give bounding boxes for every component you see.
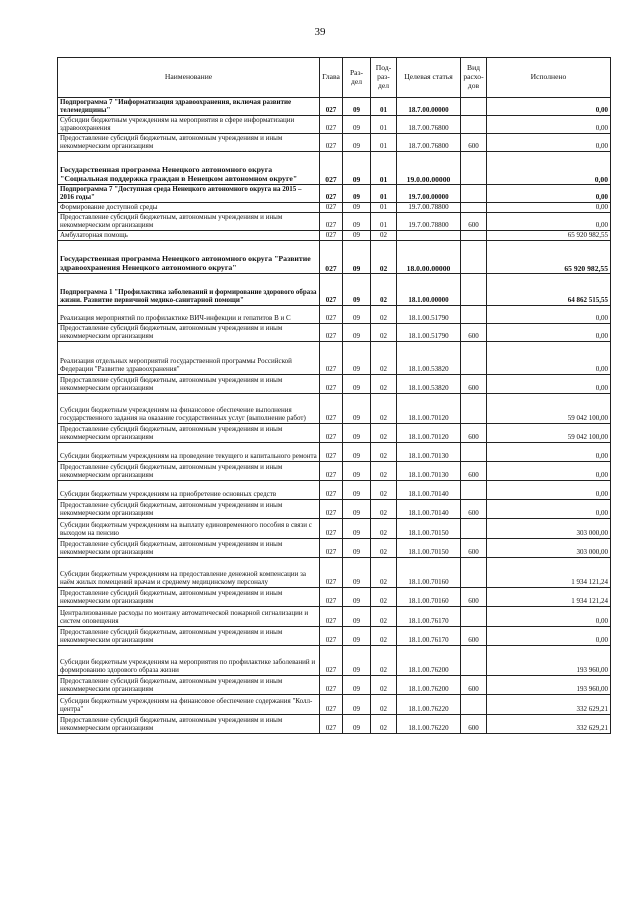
header-expense-type: Вид расхо- дов bbox=[461, 58, 487, 98]
table-row bbox=[58, 424, 611, 443]
cell-subsection: 02 bbox=[371, 646, 397, 676]
cell-expense-type: 600 bbox=[461, 424, 487, 443]
cell-subsection: 02 bbox=[371, 394, 397, 424]
cell-chapter: 027 bbox=[320, 213, 343, 231]
cell-amount: 1 934 121,24 bbox=[487, 558, 611, 588]
cell-target: 18.1.00.76170 bbox=[397, 627, 461, 646]
cell-chapter: 027 bbox=[320, 394, 343, 424]
cell-expense-type bbox=[461, 116, 487, 134]
cell-section: 09 bbox=[343, 519, 371, 539]
cell-subsection: 02 bbox=[371, 424, 397, 443]
cell-subsection: 01 bbox=[371, 213, 397, 231]
cell-chapter: 027 bbox=[320, 134, 343, 152]
cell-expense-type bbox=[461, 185, 487, 203]
cell-name: Предоставление субсидий бюджетным, автономным учреждениям и иным некоммерческим организациям bbox=[58, 424, 320, 443]
cell-amount: 0,00 bbox=[487, 462, 611, 481]
cell-section: 09 bbox=[343, 306, 371, 324]
table-row bbox=[58, 134, 611, 152]
cell-section: 09 bbox=[343, 213, 371, 231]
table-row bbox=[58, 231, 611, 241]
cell-expense-type bbox=[461, 646, 487, 676]
cell-section: 09 bbox=[343, 539, 371, 558]
cell-amount: 0,00 bbox=[487, 342, 611, 375]
cell-chapter: 027 bbox=[320, 274, 343, 306]
cell-amount: 0,00 bbox=[487, 306, 611, 324]
table-row bbox=[58, 695, 611, 715]
table-row bbox=[58, 588, 611, 607]
cell-subsection: 02 bbox=[371, 324, 397, 342]
cell-subsection: 02 bbox=[371, 519, 397, 539]
cell-expense-type bbox=[461, 98, 487, 116]
cell-target: 19.0.00.00000 bbox=[397, 152, 461, 185]
cell-chapter: 027 bbox=[320, 241, 343, 274]
cell-name: Формирование доступной среды bbox=[58, 203, 320, 213]
cell-subsection: 01 bbox=[371, 116, 397, 134]
cell-chapter: 027 bbox=[320, 588, 343, 607]
cell-amount: 65 920 982,55 bbox=[487, 241, 611, 274]
cell-amount: 0,00 bbox=[487, 98, 611, 116]
cell-chapter: 027 bbox=[320, 607, 343, 627]
cell-expense-type bbox=[461, 306, 487, 324]
table-row bbox=[58, 203, 611, 213]
cell-expense-type bbox=[461, 274, 487, 306]
table-row bbox=[58, 519, 611, 539]
cell-name: Реализация отдельных мероприятий государственной программы Российской Федерации "Развитие здравоохранения" bbox=[58, 342, 320, 375]
cell-chapter: 027 bbox=[320, 481, 343, 500]
cell-subsection: 02 bbox=[371, 443, 397, 462]
cell-name: Предоставление субсидий бюджетным, автономным учреждениям и иным некоммерческим организациям bbox=[58, 375, 320, 394]
cell-name: Предоставление субсидий бюджетным, автономным учреждениям и иным некоммерческим организациям bbox=[58, 627, 320, 646]
cell-chapter: 027 bbox=[320, 375, 343, 394]
cell-name: Субсидии бюджетным учреждениям на выплату единовременного пособия в связи с выходом на пенсию bbox=[58, 519, 320, 539]
cell-amount: 0,00 bbox=[487, 627, 611, 646]
cell-target: 18.1.00.70150 bbox=[397, 539, 461, 558]
cell-section: 09 bbox=[343, 342, 371, 375]
cell-subsection: 01 bbox=[371, 98, 397, 116]
cell-chapter: 027 bbox=[320, 676, 343, 695]
cell-name: Субсидии бюджетным учреждениям на предоставление денежной компенсации за наём жилых помещений врачам и среднему медицинскому персоналу bbox=[58, 558, 320, 588]
cell-section: 09 bbox=[343, 715, 371, 734]
cell-amount: 193 960,00 bbox=[487, 646, 611, 676]
cell-target: 18.1.00.51790 bbox=[397, 306, 461, 324]
cell-target: 18.7.00.76800 bbox=[397, 116, 461, 134]
cell-section: 09 bbox=[343, 500, 371, 519]
table-row bbox=[58, 394, 611, 424]
cell-section: 09 bbox=[343, 375, 371, 394]
cell-amount: 0,00 bbox=[487, 443, 611, 462]
cell-name: Предоставление субсидий бюджетным, автономным учреждениям и иным некоммерческим организациям bbox=[58, 134, 320, 152]
cell-amount: 65 920 982,55 bbox=[487, 231, 611, 241]
cell-section: 09 bbox=[343, 324, 371, 342]
cell-name: Субсидии бюджетным учреждениям на финансовое обеспечение содержания "Колл-центра" bbox=[58, 695, 320, 715]
cell-target bbox=[397, 231, 461, 241]
cell-expense-type bbox=[461, 695, 487, 715]
cell-expense-type: 600 bbox=[461, 500, 487, 519]
cell-name: Реализация мероприятий по профилактике ВИЧ-инфекции и гепатитов В и С bbox=[58, 306, 320, 324]
cell-amount: 0,00 bbox=[487, 116, 611, 134]
cell-section: 09 bbox=[343, 134, 371, 152]
cell-target: 18.1.00.70140 bbox=[397, 481, 461, 500]
cell-subsection: 01 bbox=[371, 134, 397, 152]
cell-section: 09 bbox=[343, 152, 371, 185]
cell-chapter: 027 bbox=[320, 539, 343, 558]
cell-target: 18.1.00.70140 bbox=[397, 500, 461, 519]
cell-chapter: 027 bbox=[320, 462, 343, 481]
cell-amount: 332 629,21 bbox=[487, 715, 611, 734]
cell-target: 18.1.00.00000 bbox=[397, 274, 461, 306]
cell-subsection: 02 bbox=[371, 715, 397, 734]
cell-name: Амбулаторная помощь bbox=[58, 231, 320, 241]
cell-expense-type: 600 bbox=[461, 375, 487, 394]
cell-chapter: 027 bbox=[320, 646, 343, 676]
table-row bbox=[58, 500, 611, 519]
cell-subsection: 02 bbox=[371, 342, 397, 375]
cell-subsection: 02 bbox=[371, 695, 397, 715]
cell-chapter: 027 bbox=[320, 152, 343, 185]
cell-target: 18.1.00.70160 bbox=[397, 558, 461, 588]
table-row bbox=[58, 213, 611, 231]
cell-name: Подпрограмма 7 "Доступная среда Ненецкого автономного округа на 2015 – 2016 годы" bbox=[58, 185, 320, 203]
cell-target: 18.1.00.76200 bbox=[397, 676, 461, 695]
cell-target: 18.7.00.76800 bbox=[397, 134, 461, 152]
cell-chapter: 027 bbox=[320, 185, 343, 203]
cell-target: 18.1.00.53820 bbox=[397, 375, 461, 394]
table-row bbox=[58, 627, 611, 646]
cell-expense-type bbox=[461, 607, 487, 627]
table-row bbox=[58, 274, 611, 306]
cell-section: 09 bbox=[343, 394, 371, 424]
cell-subsection: 02 bbox=[371, 241, 397, 274]
cell-amount: 0,00 bbox=[487, 481, 611, 500]
cell-subsection: 02 bbox=[371, 375, 397, 394]
cell-section: 09 bbox=[343, 98, 371, 116]
cell-target: 18.1.00.70130 bbox=[397, 443, 461, 462]
cell-amount: 193 960,00 bbox=[487, 676, 611, 695]
cell-name: Субсидии бюджетным учреждениям на проведение текущего и капитального ремонта bbox=[58, 443, 320, 462]
cell-section: 09 bbox=[343, 558, 371, 588]
cell-name: Централизованные расходы по монтажу автоматической пожарной сигнализации и систем оповещения bbox=[58, 607, 320, 627]
cell-name: Предоставление субсидий бюджетным, автономным учреждениям и иным некоммерческим организациям bbox=[58, 715, 320, 734]
cell-expense-type: 600 bbox=[461, 462, 487, 481]
cell-target: 18.7.00.00000 bbox=[397, 98, 461, 116]
table-row bbox=[58, 715, 611, 734]
cell-section: 09 bbox=[343, 627, 371, 646]
cell-amount: 1 934 121,24 bbox=[487, 588, 611, 607]
cell-amount: 0,00 bbox=[487, 324, 611, 342]
header-name: Наименование bbox=[58, 58, 320, 98]
cell-section: 09 bbox=[343, 443, 371, 462]
cell-chapter: 027 bbox=[320, 443, 343, 462]
cell-chapter: 027 bbox=[320, 342, 343, 375]
cell-expense-type: 600 bbox=[461, 134, 487, 152]
cell-section: 09 bbox=[343, 274, 371, 306]
table-row bbox=[58, 481, 611, 500]
cell-target: 18.1.00.70160 bbox=[397, 588, 461, 607]
table-row bbox=[58, 306, 611, 324]
cell-expense-type bbox=[461, 342, 487, 375]
table-row bbox=[58, 558, 611, 588]
table-row bbox=[58, 342, 611, 375]
cell-target: 18.1.00.70120 bbox=[397, 394, 461, 424]
cell-expense-type: 600 bbox=[461, 539, 487, 558]
cell-section: 09 bbox=[343, 481, 371, 500]
cell-name: Предоставление субсидий бюджетным, автономным учреждениям и иным некоммерческим организациям bbox=[58, 500, 320, 519]
cell-chapter: 027 bbox=[320, 324, 343, 342]
cell-subsection: 02 bbox=[371, 627, 397, 646]
cell-chapter: 027 bbox=[320, 203, 343, 213]
cell-subsection: 02 bbox=[371, 500, 397, 519]
cell-name: Субсидии бюджетным учреждениям на приобретение основных средств bbox=[58, 481, 320, 500]
cell-target: 18.1.00.76220 bbox=[397, 715, 461, 734]
cell-amount: 64 862 515,55 bbox=[487, 274, 611, 306]
cell-expense-type: 600 bbox=[461, 676, 487, 695]
table-row bbox=[58, 324, 611, 342]
cell-section: 09 bbox=[343, 231, 371, 241]
table-row bbox=[58, 116, 611, 134]
cell-subsection: 01 bbox=[371, 152, 397, 185]
cell-amount: 303 000,00 bbox=[487, 519, 611, 539]
cell-amount: 59 042 100,00 bbox=[487, 424, 611, 443]
cell-subsection: 02 bbox=[371, 676, 397, 695]
cell-amount: 303 000,00 bbox=[487, 539, 611, 558]
cell-name: Подпрограмма 7 "Информатизация здравоохранения, включая развитие телемедицины" bbox=[58, 98, 320, 116]
cell-name: Предоставление субсидий бюджетным, автономным учреждениям и иным некоммерческим организациям bbox=[58, 213, 320, 231]
table-row bbox=[58, 607, 611, 627]
page-number: 39 bbox=[314, 26, 326, 38]
cell-section: 09 bbox=[343, 588, 371, 607]
cell-amount: 59 042 100,00 bbox=[487, 394, 611, 424]
cell-amount: 0,00 bbox=[487, 134, 611, 152]
table-row bbox=[58, 375, 611, 394]
cell-chapter: 027 bbox=[320, 116, 343, 134]
cell-target: 19.7.00.78800 bbox=[397, 213, 461, 231]
cell-expense-type: 600 bbox=[461, 715, 487, 734]
cell-chapter: 027 bbox=[320, 519, 343, 539]
cell-subsection: 01 bbox=[371, 203, 397, 213]
cell-target: 19.7.00.78800 bbox=[397, 203, 461, 213]
cell-expense-type bbox=[461, 481, 487, 500]
table-row bbox=[58, 646, 611, 676]
cell-section: 09 bbox=[343, 646, 371, 676]
cell-target: 18.1.00.70120 bbox=[397, 424, 461, 443]
cell-expense-type bbox=[461, 394, 487, 424]
cell-target: 18.1.00.76200 bbox=[397, 646, 461, 676]
cell-name: Субсидии бюджетным учреждениям на мероприятия в сфере информатизации здравоохранения bbox=[58, 116, 320, 134]
cell-expense-type: 600 bbox=[461, 588, 487, 607]
cell-expense-type bbox=[461, 443, 487, 462]
cell-target: 18.1.00.51790 bbox=[397, 324, 461, 342]
cell-chapter: 027 bbox=[320, 627, 343, 646]
cell-expense-type bbox=[461, 558, 487, 588]
table-row bbox=[58, 443, 611, 462]
cell-section: 09 bbox=[343, 607, 371, 627]
table-row bbox=[58, 98, 611, 116]
cell-subsection: 02 bbox=[371, 539, 397, 558]
cell-target: 19.7.00.00000 bbox=[397, 185, 461, 203]
cell-target: 18.1.00.76220 bbox=[397, 695, 461, 715]
header-chapter: Глава bbox=[320, 58, 343, 98]
cell-name: Предоставление субсидий бюджетным, автономным учреждениям и иным некоммерческим организациям bbox=[58, 676, 320, 695]
cell-target: 18.1.00.76170 bbox=[397, 607, 461, 627]
cell-chapter: 027 bbox=[320, 715, 343, 734]
cell-name: Предоставление субсидий бюджетным, автономным учреждениям и иным некоммерческим организациям bbox=[58, 588, 320, 607]
header-section: Раз- дел bbox=[343, 58, 371, 98]
cell-name: Предоставление субсидий бюджетным, автономным учреждениям и иным некоммерческим организациям bbox=[58, 324, 320, 342]
cell-amount: 332 629,21 bbox=[487, 695, 611, 715]
cell-target: 18.1.00.70150 bbox=[397, 519, 461, 539]
cell-chapter: 027 bbox=[320, 695, 343, 715]
cell-amount: 0,00 bbox=[487, 152, 611, 185]
cell-target: 18.1.00.70130 bbox=[397, 462, 461, 481]
header-target: Целевая статья bbox=[397, 58, 461, 98]
cell-section: 09 bbox=[343, 185, 371, 203]
table-row bbox=[58, 462, 611, 481]
cell-subsection: 02 bbox=[371, 231, 397, 241]
cell-chapter: 027 bbox=[320, 98, 343, 116]
cell-subsection: 02 bbox=[371, 274, 397, 306]
cell-target: 18.1.00.53820 bbox=[397, 342, 461, 375]
header-row bbox=[58, 58, 611, 98]
table-row bbox=[58, 241, 611, 274]
budget-table bbox=[57, 57, 611, 734]
cell-section: 09 bbox=[343, 203, 371, 213]
cell-amount: 0,00 bbox=[487, 607, 611, 627]
cell-expense-type bbox=[461, 231, 487, 241]
cell-section: 09 bbox=[343, 241, 371, 274]
table-row bbox=[58, 539, 611, 558]
table-row bbox=[58, 676, 611, 695]
cell-section: 09 bbox=[343, 462, 371, 481]
cell-expense-type: 600 bbox=[461, 627, 487, 646]
cell-section: 09 bbox=[343, 424, 371, 443]
cell-expense-type: 600 bbox=[461, 213, 487, 231]
cell-expense-type bbox=[461, 241, 487, 274]
cell-subsection: 02 bbox=[371, 306, 397, 324]
cell-name: Государственная программа Ненецкого автономного округа "Социальная поддержка граждан в Ненецком автономном округе" bbox=[58, 152, 320, 185]
cell-amount: 0,00 bbox=[487, 500, 611, 519]
cell-subsection: 02 bbox=[371, 607, 397, 627]
cell-subsection: 02 bbox=[371, 481, 397, 500]
cell-subsection: 02 bbox=[371, 462, 397, 481]
cell-amount: 0,00 bbox=[487, 213, 611, 231]
cell-expense-type bbox=[461, 203, 487, 213]
cell-amount: 0,00 bbox=[487, 185, 611, 203]
cell-name: Подпрограмма 1 "Профилактика заболеваний и формирование здорового образа жизни. Развитие первичной медико-санитарной помощи" bbox=[58, 274, 320, 306]
cell-subsection: 02 bbox=[371, 588, 397, 607]
cell-name: Предоставление субсидий бюджетным, автономным учреждениям и иным некоммерческим организациям bbox=[58, 462, 320, 481]
cell-name: Государственная программа Ненецкого автономного округа "Развитие здравоохранения Ненецкого автономного округа" bbox=[58, 241, 320, 274]
cell-chapter: 027 bbox=[320, 424, 343, 443]
cell-name: Субсидии бюджетным учреждениям на мероприятия по профилактике заболеваний и формированию здорового образа жизни bbox=[58, 646, 320, 676]
cell-expense-type bbox=[461, 519, 487, 539]
table-body bbox=[58, 98, 611, 734]
cell-subsection: 01 bbox=[371, 185, 397, 203]
cell-chapter: 027 bbox=[320, 500, 343, 519]
cell-section: 09 bbox=[343, 116, 371, 134]
cell-amount: 0,00 bbox=[487, 203, 611, 213]
cell-name: Предоставление субсидий бюджетным, автономным учреждениям и иным некоммерческим организациям bbox=[58, 539, 320, 558]
cell-name: Субсидии бюджетным учреждениям на финансовое обеспечение выполнения государственного задания на оказание государственных услуг (выполнение работ) bbox=[58, 394, 320, 424]
cell-section: 09 bbox=[343, 695, 371, 715]
header-amount: Исполнено bbox=[487, 58, 611, 98]
cell-amount: 0,00 bbox=[487, 375, 611, 394]
cell-chapter: 027 bbox=[320, 306, 343, 324]
cell-chapter: 027 bbox=[320, 558, 343, 588]
cell-target: 18.0.00.00000 bbox=[397, 241, 461, 274]
table-row bbox=[58, 152, 611, 185]
table-row bbox=[58, 185, 611, 203]
cell-section: 09 bbox=[343, 676, 371, 695]
cell-subsection: 02 bbox=[371, 558, 397, 588]
header-subsection: Под- раз- дел bbox=[371, 58, 397, 98]
cell-chapter: 027 bbox=[320, 231, 343, 241]
cell-expense-type bbox=[461, 152, 487, 185]
cell-expense-type: 600 bbox=[461, 324, 487, 342]
